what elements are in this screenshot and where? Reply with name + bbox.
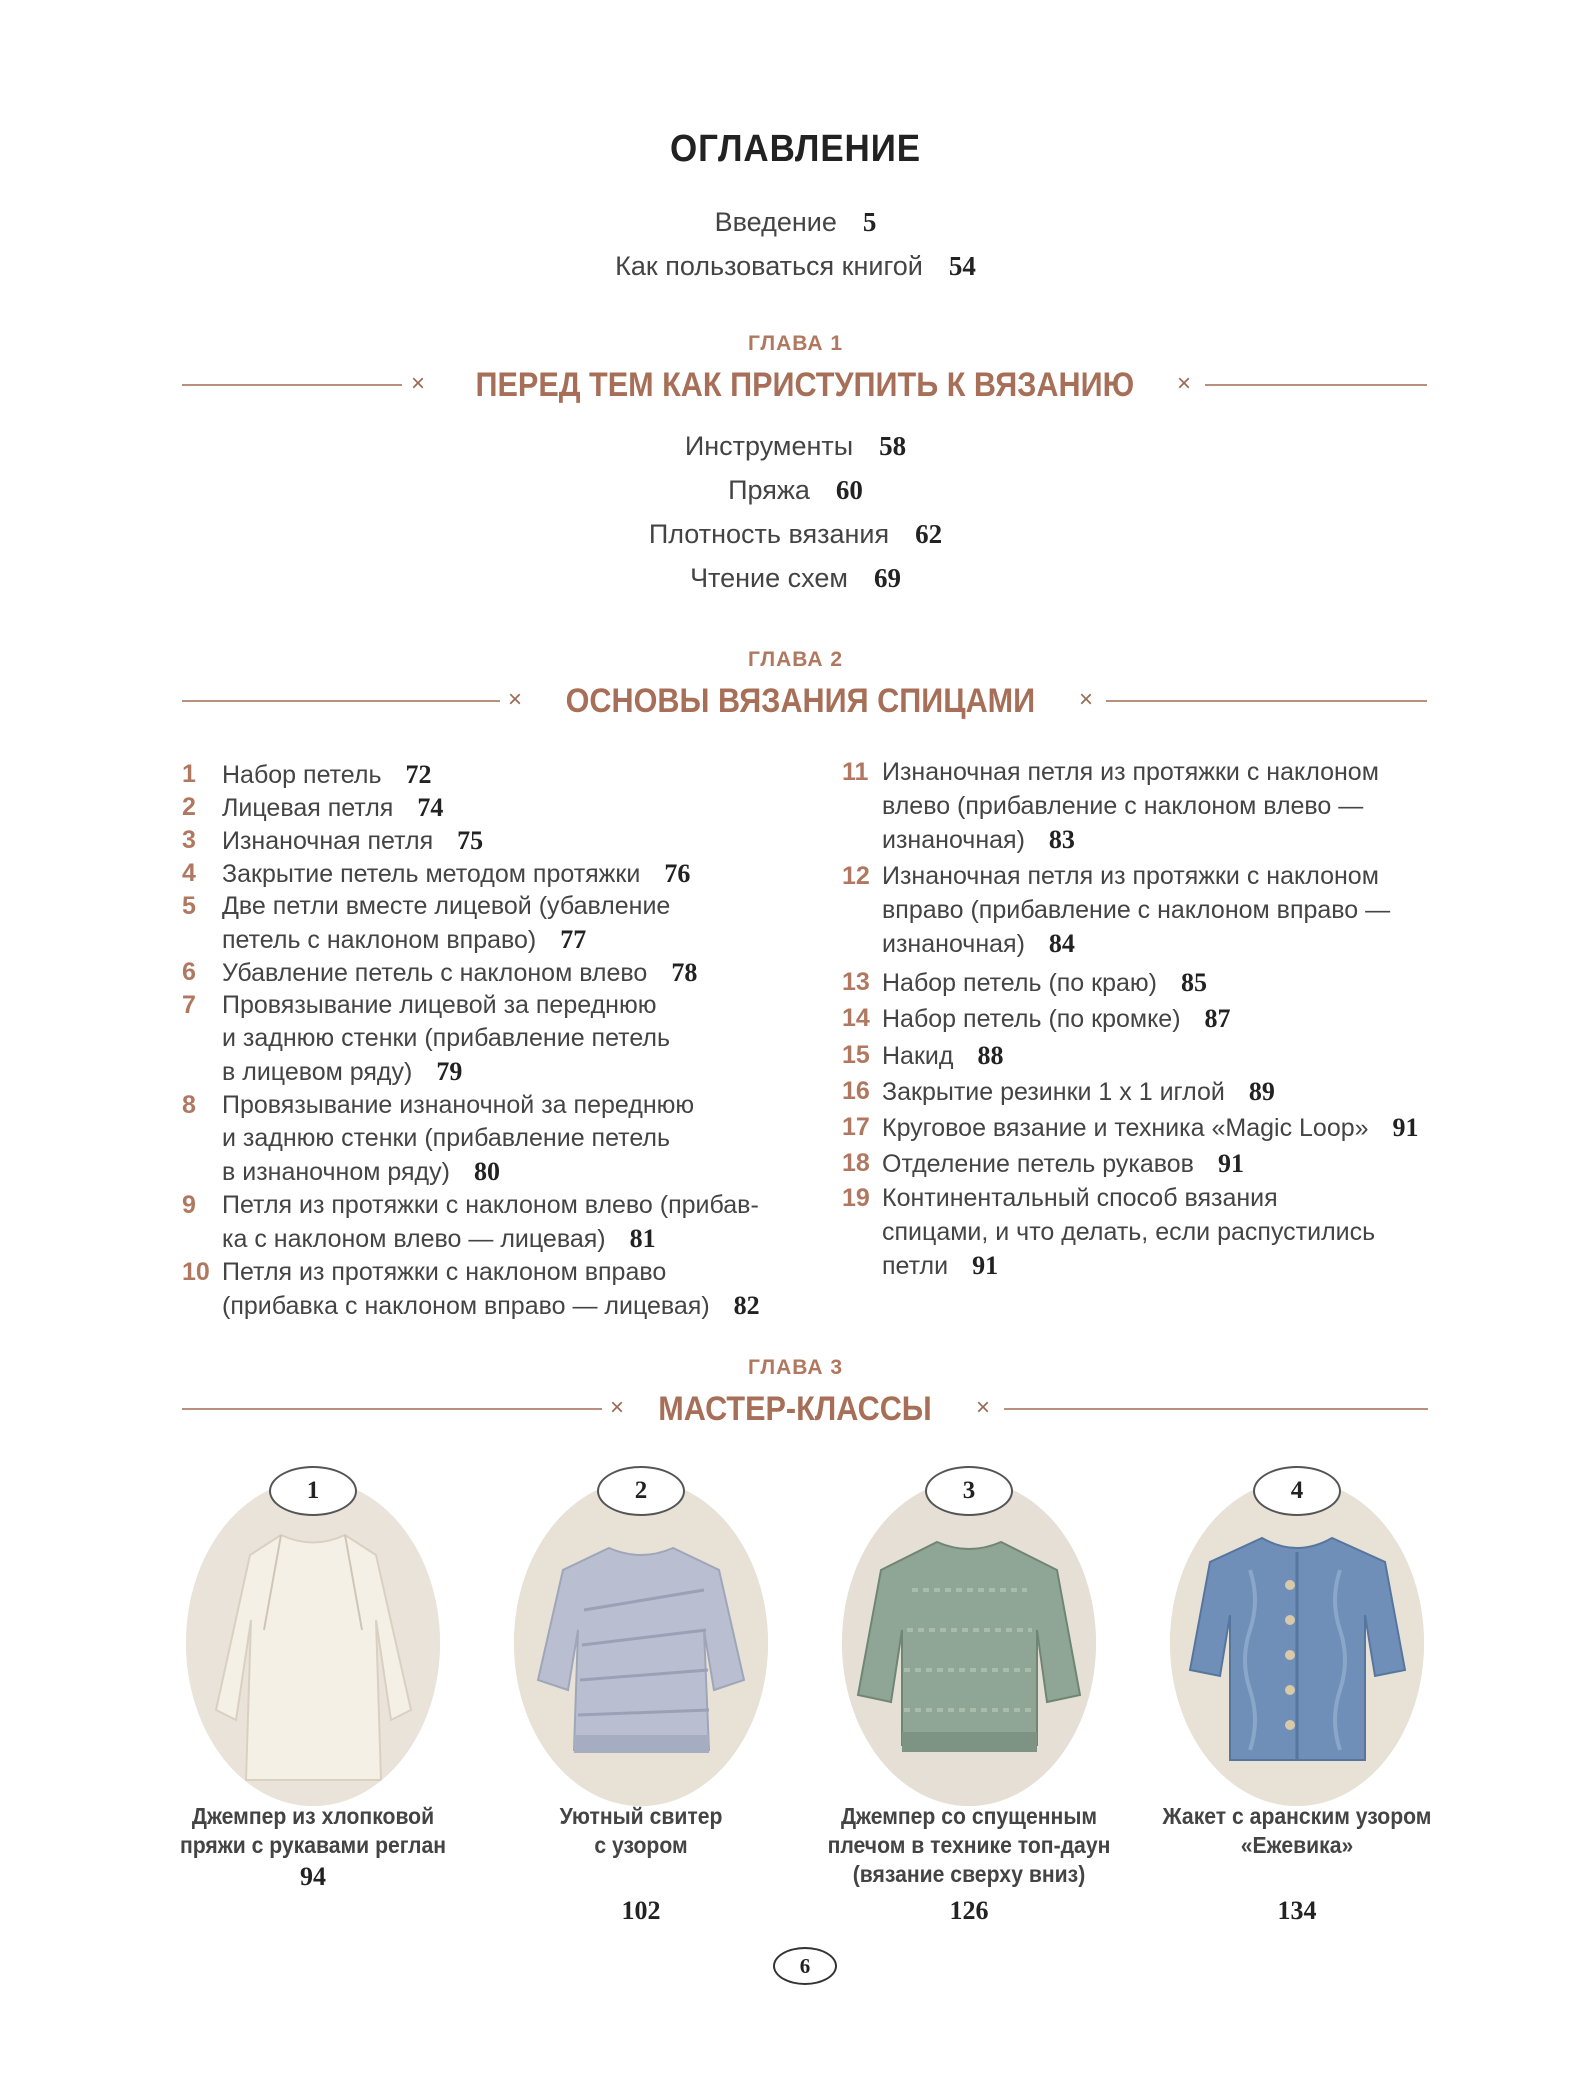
toc-entry[interactable]: 18 Отделение петель рукавов 91 xyxy=(842,1149,1244,1178)
divider-line xyxy=(1004,1408,1428,1410)
pattern-number-badge: 2 xyxy=(597,1466,685,1516)
cross-ornament-icon: × xyxy=(411,370,426,397)
toc-entry[interactable]: 19 Континентальный способ вязания спицами, и что делать, если распустились петли 91 xyxy=(842,1184,1376,1280)
pattern-title[interactable]: Джемпер из хлопковой пряжи с рукавами реглан xyxy=(179,1803,447,1858)
cross-ornament-icon: × xyxy=(610,1394,625,1421)
divider-line xyxy=(1205,384,1427,386)
toc-entry[interactable]: Чтение схем 69 xyxy=(690,563,901,593)
toc-entry[interactable]: 5 Две петли вместе лицевой (убавление петель с наклоном вправо) 77 xyxy=(182,892,671,954)
toc-entry[interactable]: 17 Круговое вязание и техника «Magic Loop» 91 xyxy=(842,1113,1419,1142)
chapter-3-label: ГЛАВА 3 xyxy=(747,1356,844,1379)
toc-entry[interactable]: 2 Лицевая петля 74 xyxy=(182,793,444,822)
sweater-photo-3[interactable] xyxy=(842,1480,1096,1806)
pattern-title[interactable]: Жакет с аранским узором «Ежевика» xyxy=(1162,1803,1432,1858)
pattern-title[interactable]: Джемпер со спущенным плечом в технике топ-даун (вязание сверху вниз) xyxy=(827,1803,1111,1887)
pattern-page-number: 126 xyxy=(949,1896,989,1925)
page-number: 6 xyxy=(773,1947,837,1985)
toc-entry[interactable]: 14 Набор петель (по кромке) 87 xyxy=(842,1004,1231,1033)
cross-ornament-icon: × xyxy=(1079,686,1094,713)
sweater-photo-4[interactable] xyxy=(1170,1480,1424,1806)
toc-entry[interactable]: 10 Петля из протяжки с наклоном вправо (прибавка с наклоном вправо — лицевая) 82 xyxy=(182,1258,760,1320)
toc-entry[interactable]: Плотность вязания 62 xyxy=(648,519,943,549)
cross-ornament-icon: × xyxy=(976,1394,991,1421)
toc-entry[interactable]: 7 Провязывание лицевой за переднюю и заднюю стенки (прибавление петель в лицевом ряду) 79 xyxy=(182,991,671,1086)
pattern-page-number: 134 xyxy=(1277,1896,1317,1925)
pattern-page-number: 102 xyxy=(621,1896,661,1925)
sweater-photo-1[interactable] xyxy=(186,1480,440,1806)
cross-ornament-icon: × xyxy=(1177,370,1192,397)
divider-line xyxy=(182,700,500,702)
toc-entry[interactable]: 11 Изнаночная петля из протяжки с наклоном влево (прибавление с наклоном влево — изнаночная) 83 xyxy=(842,758,1379,854)
toc-entry[interactable]: 4 Закрытие петель методом протяжки 76 xyxy=(182,859,691,888)
toc-entry[interactable]: 1 Набор петель 72 xyxy=(182,760,432,789)
pattern-number-badge: 4 xyxy=(1253,1466,1341,1516)
toc-entry[interactable]: 8 Провязывание изнаночной за переднюю и заднюю стенки (прибавление петель в изнаночном ряду) 80 xyxy=(182,1091,695,1186)
page-title: ОГЛАВЛЕНИЕ xyxy=(669,128,922,170)
divider-line xyxy=(182,1408,602,1410)
toc-entry[interactable]: 6 Убавление петель с наклоном влево 78 xyxy=(182,958,698,987)
divider-line xyxy=(1106,700,1427,702)
toc-entry[interactable]: Инструменты 58 xyxy=(684,431,907,461)
chapter-1-label: ГЛАВА 1 xyxy=(747,332,844,355)
toc-entry[interactable]: 12 Изнаночная петля из протяжки с наклоном вправо (прибавление с наклоном вправо — изнаночная) 84 xyxy=(842,862,1391,958)
chapter-2-label: ГЛАВА 2 xyxy=(747,648,844,671)
toc-entry[interactable]: Пряжа 60 xyxy=(728,475,863,505)
toc-entry-intro[interactable]: Введение 5 xyxy=(714,207,877,237)
chapter-1-title: ПЕРЕД ТЕМ КАК ПРИСТУПИТЬ К ВЯЗАНИЮ xyxy=(475,366,1135,404)
chapter-3-title: МАСТЕР-КЛАССЫ xyxy=(658,1390,932,1428)
divider-line xyxy=(182,384,402,386)
pattern-number-badge: 1 xyxy=(269,1466,357,1516)
chapter-2-title: ОСНОВЫ ВЯЗАНИЯ СПИЦАМИ xyxy=(565,682,1036,720)
toc-entry[interactable]: 13 Набор петель (по краю) 85 xyxy=(842,968,1207,997)
toc-entry[interactable]: 15 Накид 88 xyxy=(842,1041,1004,1070)
toc-entry[interactable]: 3 Изнаночная петля 75 xyxy=(182,826,484,855)
pattern-page-number: 94 xyxy=(300,1862,326,1891)
pattern-title[interactable]: Уютный свитер с узором xyxy=(559,1803,723,1858)
pattern-number-badge: 3 xyxy=(925,1466,1013,1516)
cross-ornament-icon: × xyxy=(508,686,523,713)
sweater-photo-2[interactable] xyxy=(514,1480,768,1806)
toc-entry[interactable]: 9 Петля из протяжки с наклоном влево (прибав- ка с наклоном влево — лицевая) 81 xyxy=(182,1191,759,1253)
toc-entry[interactable]: 16 Закрытие резинки 1 х 1 иглой 89 xyxy=(842,1077,1275,1106)
toc-entry-how-to-use[interactable]: Как пользоваться книгой 54 xyxy=(615,251,976,281)
